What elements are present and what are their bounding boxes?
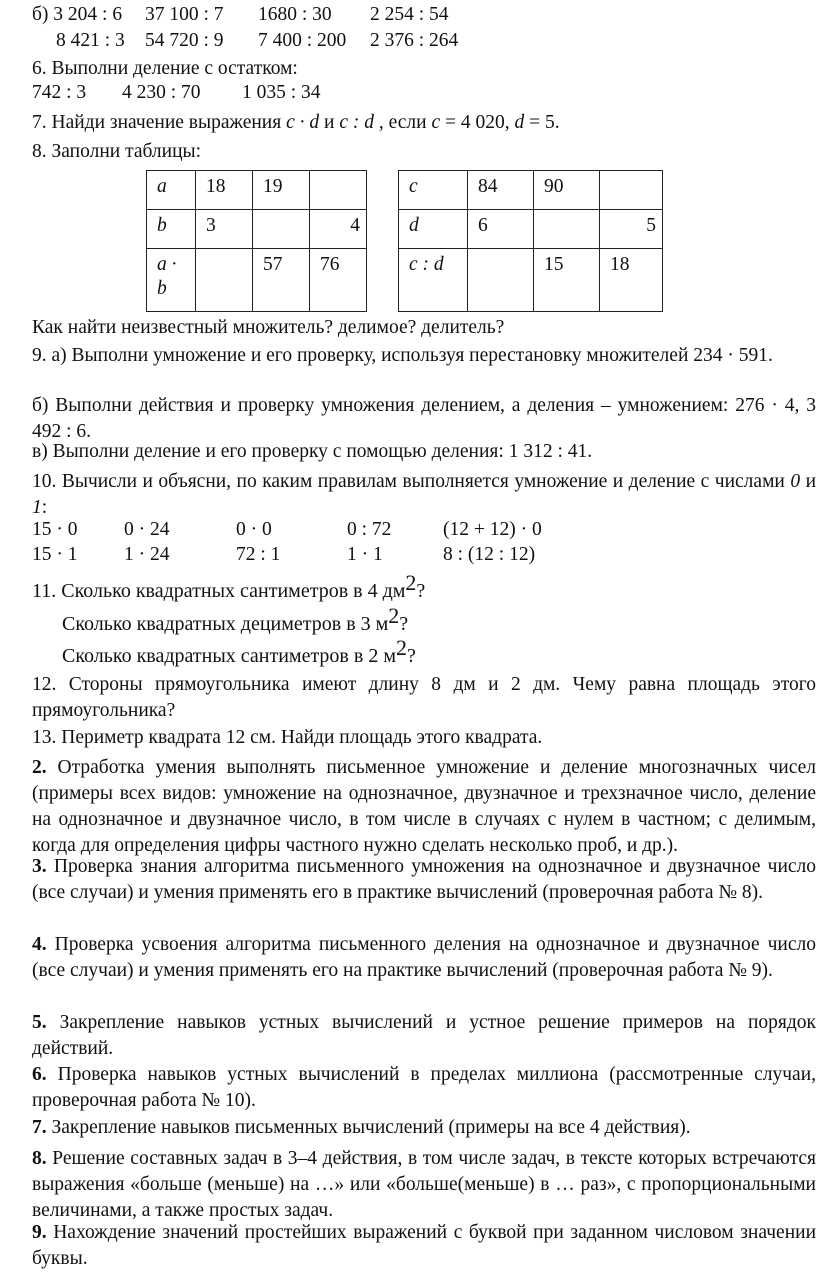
item-7: 7. Закрепление навыков письменных вычислений (примеры на все 4 действия). [32, 1117, 691, 1138]
table-cell: a · b [147, 249, 196, 312]
task7-c: c [431, 112, 441, 133]
expr: 72 : 1 [236, 544, 281, 565]
table-cell [196, 249, 253, 312]
table-division [398, 170, 663, 312]
task7-and: и [324, 112, 335, 133]
table-cell [310, 171, 367, 210]
item-9: 9. Нахождение значений простейших выражений с буквой при заданном числовом значении буквы. [32, 1222, 816, 1269]
table-cell: 57 [253, 249, 310, 312]
table-cell: 4 [310, 210, 367, 249]
table-cell [600, 171, 663, 210]
expr: 37 100 : 7 [145, 4, 224, 25]
table-cell: 18 [196, 171, 253, 210]
table-cell [253, 210, 310, 249]
task7 [32, 110, 560, 136]
expr: 15 · 1 [32, 544, 78, 565]
expr: 0 : 72 [347, 519, 392, 540]
task7-d: d [514, 112, 525, 133]
table-multiplication [146, 170, 367, 312]
table-cell: 90 [534, 171, 600, 210]
question-line: Как найти неизвестный множитель? делимое? делитель? [32, 317, 505, 338]
task7-prefix: 7. Найди значение выражения [32, 112, 282, 133]
table-cell: c : d [399, 249, 468, 312]
expr: 8 421 : 3 [56, 30, 125, 51]
expr: 8 : (12 : 12) [443, 544, 536, 565]
task12: 12. Стороны прямоугольника имеют длину 8 дм и 2 дм. Чему равна площадь этого прямоугольника? [32, 674, 816, 721]
task9-c: в) Выполни деление и его проверку с помощью деления: 1 312 : 41. [32, 441, 593, 462]
task9-b: б) Выполни действия и проверку умножения делением, а деления – умножением: 276 · 4, 3 492 : 6. [32, 395, 816, 442]
expr: 0 · 0 [236, 519, 272, 540]
table-cell: c [399, 171, 468, 210]
expr: 15 · 0 [32, 519, 78, 540]
expr: 4 230 : 70 [122, 82, 201, 103]
expr: 2 376 : 264 [370, 30, 459, 51]
task11-line-2: Сколько квадратных дециметров в 3 $м^2$? [62, 603, 409, 635]
expr: 1 · 1 [347, 544, 383, 565]
item-2: 2. Отработка умения выполнять письменное умножение и деление многозначных чисел (примеры всех видов: умножение на однозначное, двузначное и трехзначное число, деление на однозначное и двузначное число, в том числе в случаях с нулем в частном; с делимым, когда для определения цифры частного нужно сделать несколько проб, и др.). [32, 757, 816, 856]
task9-a: 9. а) Выполни умножение и его проверку, используя перестановку множителей 234 · 591. [32, 345, 773, 366]
expr: 0 · 24 [124, 519, 170, 540]
expr: 1 035 : 34 [242, 82, 321, 103]
table-cell: 76 [310, 249, 367, 312]
table-cell: 18 [600, 249, 663, 312]
expr: 7 400 : 200 [258, 30, 347, 51]
task7-expr1: c · d [286, 112, 320, 133]
item-3: 3. Проверка знания алгоритма письменного умножения на однозначное и двузначное число (все случаи) и умения применять его в практике вычислений (проверочная работа № 8). [32, 856, 816, 903]
item-5: 5. Закрепление навыков устных вычислений и устное решение примеров на порядок действий. [32, 1012, 816, 1059]
table-cell [534, 210, 600, 249]
table-cell: 84 [468, 171, 534, 210]
task7-expr2: c : d [339, 112, 374, 133]
task7-cond: , если [378, 112, 427, 133]
task11-line-3: Сколько квадратных сантиметров в 2 $м^2$? [62, 635, 416, 667]
expr: 742 : 3 [32, 82, 87, 103]
task13: 13. Периметр квадрата 12 см. Найди площадь этого квадрата. [32, 727, 543, 748]
table-cell: 5 [600, 210, 663, 249]
table-cell: 19 [253, 171, 310, 210]
expr: 54 720 : 9 [145, 30, 224, 51]
table-cell: a [147, 171, 196, 210]
task7-d-val: = 5. [529, 112, 560, 133]
table-cell: 15 [534, 249, 600, 312]
item-8: 8. Решение составных задач в 3–4 действия, в том числе задач, в тексте которых встречаются выражения «больше (меньше) на …» или «больше(меньше) в … раз», с пропорциональными величинами, а также простых задач. [32, 1148, 816, 1221]
task6-title: 6. Выполни деление с остатком: [32, 58, 298, 79]
task7-c-val: = 4 020, [444, 112, 510, 133]
expr: 1 · 24 [124, 544, 170, 565]
item-4: 4. Проверка усвоения алгоритма письменного деления на однозначное и двузначное число (все случаи) и умения применять его на практике вычислений (проверочная работа № 9). [32, 934, 816, 981]
item-6: 6. Проверка навыков устных вычислений в пределах миллиона (рассмотренные случаи, проверочная работа № 10). [32, 1064, 816, 1111]
expr: б) 3 204 : 6 [32, 4, 123, 25]
expr: 2 254 : 54 [370, 4, 449, 25]
expr: 1680 : 30 [258, 4, 332, 25]
table-cell [468, 249, 534, 312]
table-cell: 6 [468, 210, 534, 249]
task10-text: 10. Вычисли и объясни, по каким правилам выполняется умножение и деление с числами 0 и 1: [32, 471, 816, 518]
table-cell: 3 [196, 210, 253, 249]
task8-title: 8. Заполни таблицы: [32, 141, 202, 162]
table-cell: d [399, 210, 468, 249]
table-cell: b [147, 210, 196, 249]
task11-line-1: 11. Сколько квадратных сантиметров в 4 $дм^2$? [32, 570, 426, 602]
expr: (12 + 12) · 0 [443, 519, 542, 540]
